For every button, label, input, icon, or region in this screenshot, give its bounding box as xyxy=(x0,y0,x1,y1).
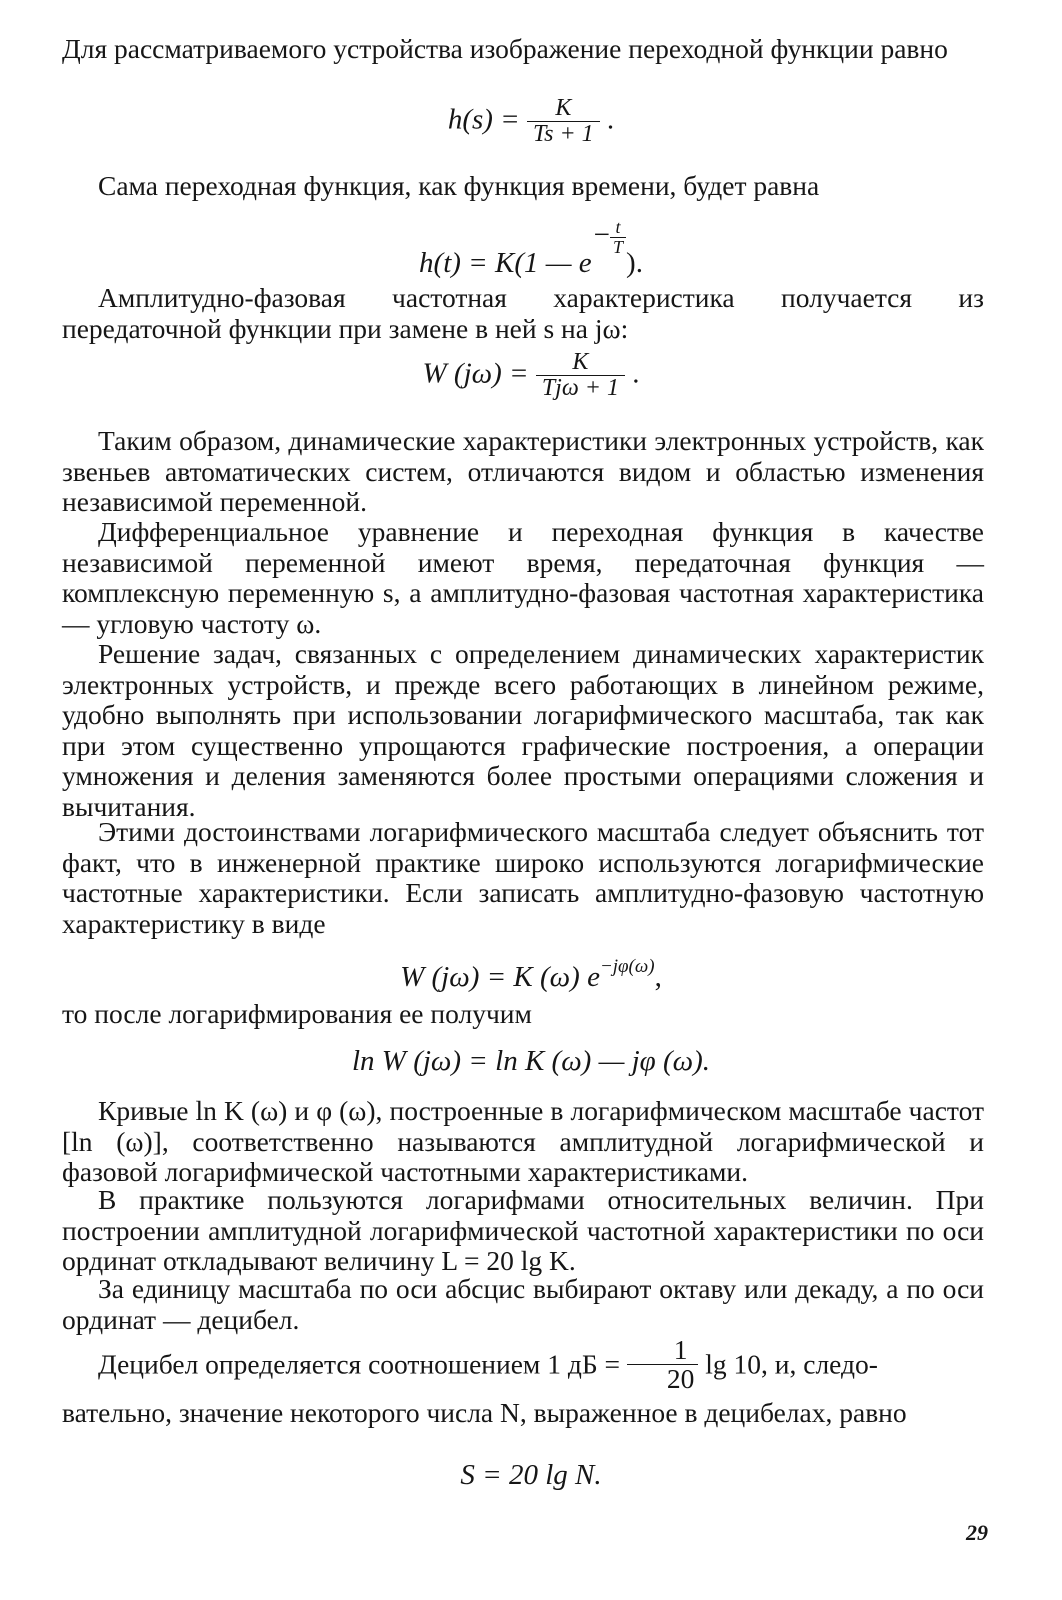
paragraph-decibel-definition xyxy=(62,1336,984,1392)
paragraph-after-log: то после логарифмирования ее получим xyxy=(62,998,532,1029)
formula-tail: . xyxy=(606,103,615,136)
formula-text: ln W (jω) = ln K (ω) — jφ (ω). xyxy=(352,1045,710,1077)
formula-tail: . xyxy=(632,357,640,390)
exponent-numerator: t xyxy=(610,218,626,238)
exponent-denominator: T xyxy=(613,236,624,257)
paragraph-independent-variable: Дифференциальное уравнение и переходная функция в качестве независимой переменной имеют время, передаточная функция — комплексную переменную s, а амплитудно-фазовая частотная характеристика — угловую частоту ω. xyxy=(62,516,984,639)
paragraph-amplitude-phase: Амплитудно-фазовая частотная характеристика получается из передаточной функции при замене в ней s на jω: xyxy=(62,282,984,344)
formula-transition-time xyxy=(0,218,1062,280)
fraction xyxy=(527,96,600,147)
paragraph-transition-function: Сама переходная функция, как функция времени, будет равна xyxy=(98,170,820,201)
fraction-numerator: K xyxy=(527,96,600,122)
formula-tail: , xyxy=(654,961,662,993)
page-number: 29 xyxy=(966,1520,988,1545)
fraction xyxy=(536,350,625,401)
formula-lhs: W (jω) = xyxy=(422,357,529,390)
paragraph-log-scale: Решение задач, связанных с определением динамических характеристик электронных устройств, и прежде всего работающих в линейном режиме, удобно выполнять при использовании логарифмического масштаба, так как при этом существенно упрощаются графические построения, а операции умножения и деления заменяются более простыми операциями сложения и вычитания. xyxy=(62,638,984,822)
decibel-fraction xyxy=(627,1336,699,1392)
paragraph-decibel-value: вательно, значение некоторого числа N, выраженное в децибелах, равно xyxy=(62,1397,907,1428)
fraction-numerator: K xyxy=(536,350,625,376)
decibel-fraction-denominator: 20 xyxy=(666,1362,695,1394)
decibel-text-after: lg 10, и, следо- xyxy=(705,1348,878,1380)
formula-base: W (jω) = K (ω) e xyxy=(400,961,600,993)
paragraph-log-advantages: Этими достоинствами логарифмического масштаба следует объяснить тот факт, что в инженерной практике широко используются логарифмические частотные характеристики. Если записать амплитудно-фазовую частотную характеристику в виде xyxy=(62,816,984,939)
exponent-fraction xyxy=(610,218,626,257)
formula-lhs: h(s) = xyxy=(447,103,520,136)
exponent-sign: − xyxy=(593,219,611,252)
formula-exponent: −jφ(ω) xyxy=(599,956,655,977)
formula-transfer-image xyxy=(0,96,1062,147)
paragraph-intro: Для рассматриваемого устройства изображение переходной функции равно xyxy=(62,33,948,64)
paragraph-dynamic-characteristics: Таким образом, динамические характеристики электронных устройств, как звеньев автоматических систем, отличаются видом и областью изменения независимой переменной. xyxy=(62,425,984,518)
formula-tail: ). xyxy=(626,247,643,280)
formula-lhs: h(t) = K(1 — e xyxy=(419,247,592,280)
formula-text: S = 20 lg N. xyxy=(460,1459,602,1491)
paragraph-relative-values: В практике пользуются логарифмами относительных величин. При построении амплитудной логарифмической частотной характеристики по оси ординат откладывают величину L = 20 lg K. xyxy=(62,1184,984,1277)
exponent xyxy=(594,218,626,257)
formula-log-form xyxy=(0,1044,1062,1078)
decibel-fraction-numerator: 1 xyxy=(627,1336,699,1365)
fraction-denominator: Ts + 1 xyxy=(532,121,594,148)
formula-exponential-form xyxy=(0,950,1062,994)
fraction-denominator: Tjω + 1 xyxy=(541,375,619,402)
paragraph-curves: Кривые ln K (ω) и φ (ω), построенные в логарифмическом масштабе частот [ln (ω)], соответственно называются амплитудной логарифмической и фазовой логарифмической частотными характеристиками. xyxy=(62,1095,984,1188)
paragraph-scale-unit: За единицу масштаба по оси абсцис выбирают октаву или декаду, а по оси ординат — децибел. xyxy=(62,1273,984,1335)
formula-frequency-response xyxy=(0,350,1062,401)
decibel-text-before: Децибел определяется соотношением 1 дБ = xyxy=(98,1348,621,1380)
formula-decibel-value xyxy=(0,1458,1062,1492)
